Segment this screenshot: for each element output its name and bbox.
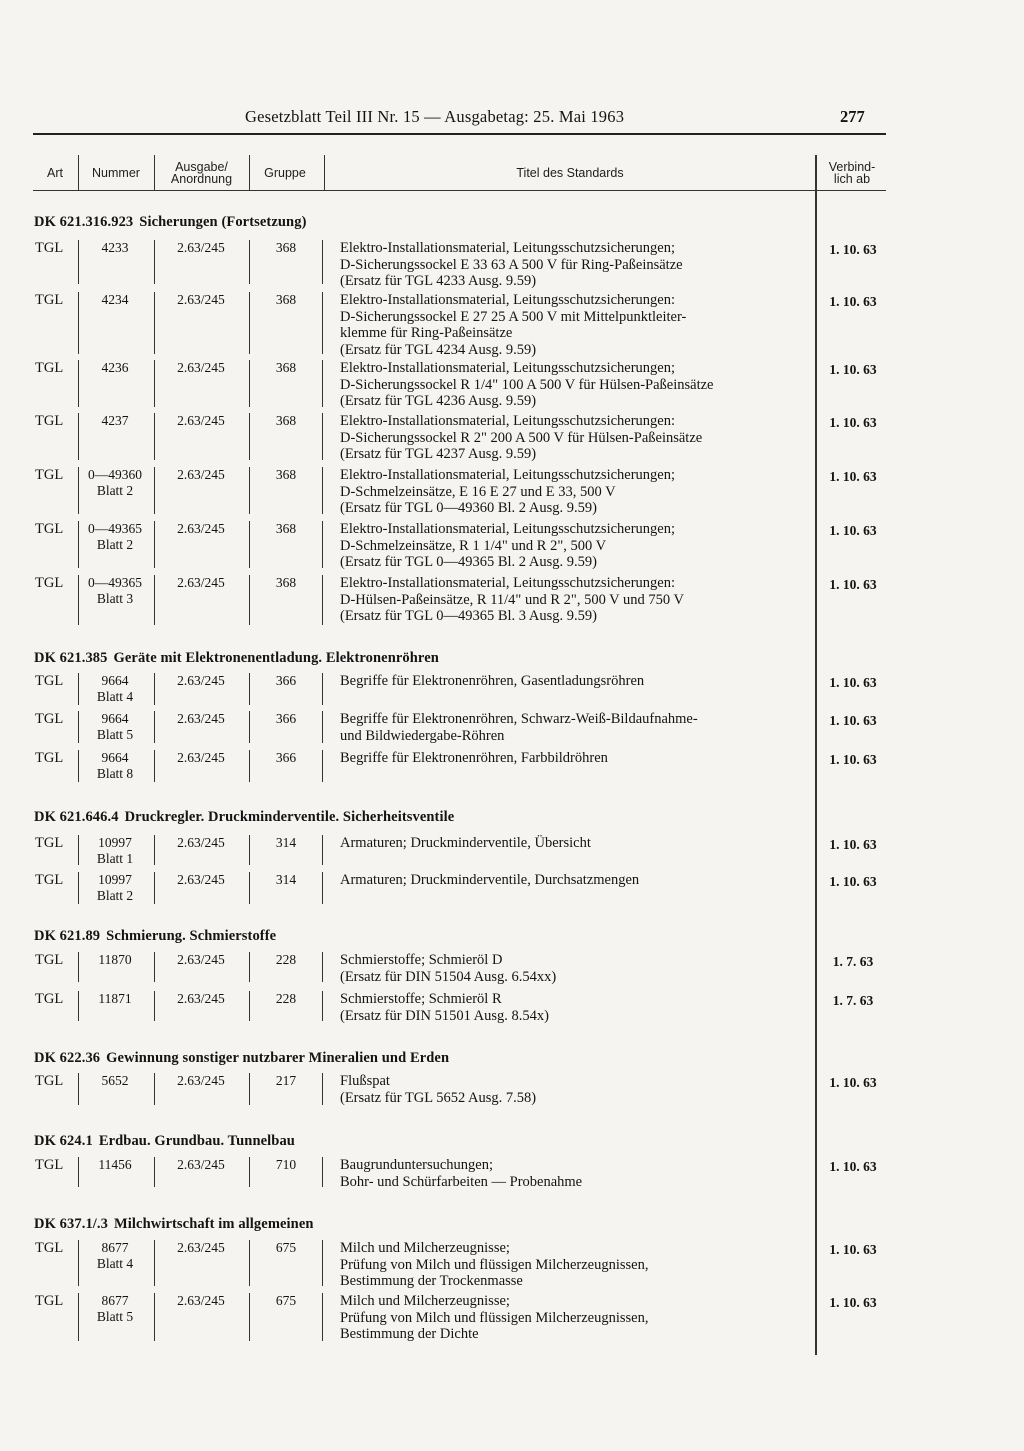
cell-ausgabe: 2.63/245	[177, 413, 225, 428]
row-divider	[154, 1293, 155, 1341]
cell-titel: Elektro-Installationsmaterial, Leitungsschutzsicherungen: D-Sicherungssockel E 27 25 A 500 V mit Mittelpunktleiter- klemme für Ring-Paßeinsätze (Ersatz für TGL 4234 Ausg. 9.59)	[340, 292, 687, 358]
row-divider	[249, 991, 250, 1021]
cell-nummer	[80, 991, 150, 1007]
row-divider	[322, 413, 323, 460]
cell-nummer-line: Blatt 1	[96, 851, 134, 866]
row-divider	[154, 1157, 155, 1187]
cell-ausgabe: 2.63/245	[177, 1073, 225, 1088]
column-header-titel: Titel des Standards	[516, 166, 624, 180]
cell-nummer-line: Blatt 3	[96, 591, 134, 606]
cell-gruppe: 228	[275, 991, 297, 1006]
row-divider	[249, 952, 250, 982]
cell-art: TGL	[35, 360, 64, 376]
row-divider	[154, 521, 155, 568]
running-head: Gesetzblatt Teil III Nr. 15 — Ausgabetag: 25. Mai 1963	[245, 107, 625, 126]
section-title: Erdbau. Grundbau. Tunnelbau	[98, 1133, 295, 1149]
row-divider	[249, 750, 250, 782]
cell-ausgabe: 2.63/245	[177, 1157, 225, 1172]
cell-gruppe: 368	[275, 292, 297, 307]
row-divider	[78, 467, 79, 514]
cell-art: TGL	[35, 240, 64, 256]
row-divider	[322, 750, 323, 782]
row-divider	[249, 467, 250, 514]
cell-nummer	[80, 750, 150, 782]
cell-nummer-line: 9664	[101, 711, 129, 726]
cell-gruppe: 675	[275, 1293, 297, 1308]
cell-verbindlich: 1. 7. 63	[832, 954, 874, 969]
row-divider	[322, 952, 323, 982]
row-divider	[154, 991, 155, 1021]
column-header-ausgabe	[155, 155, 248, 191]
column-divider-date	[815, 155, 817, 1355]
cell-nummer	[80, 413, 150, 429]
cell-ausgabe: 2.63/245	[177, 521, 225, 536]
section-heading	[34, 650, 439, 667]
cell-art: TGL	[35, 952, 64, 968]
row-divider	[322, 835, 323, 865]
cell-gruppe: 366	[275, 711, 297, 726]
column-header-verbindlich-line1: Verbind-	[828, 160, 876, 174]
cell-ausgabe: 2.63/245	[177, 1293, 225, 1308]
cell-ausgabe: 2.63/245	[177, 575, 225, 590]
section-title: Geräte mit Elektronenentladung. Elektronenröhren	[113, 650, 439, 666]
cell-verbindlich: 1. 10. 63	[829, 469, 877, 484]
cell-ausgabe: 2.63/245	[177, 835, 225, 850]
row-divider	[78, 750, 79, 782]
section-title: Druckregler. Druckminderventile. Sicherheitsventile	[124, 809, 455, 825]
cell-art: TGL	[35, 750, 64, 766]
row-divider	[322, 673, 323, 705]
cell-titel: Milch und Milcherzeugnisse; Prüfung von Milch und flüssigen Milcherzeugnissen, Bestimmung der Trockenmasse	[340, 1240, 649, 1289]
cell-ausgabe: 2.63/245	[177, 467, 225, 482]
cell-nummer-line: Blatt 5	[96, 727, 134, 742]
cell-verbindlich: 1. 7. 63	[832, 993, 874, 1008]
row-divider	[249, 292, 250, 354]
cell-verbindlich: 1. 10. 63	[829, 362, 877, 377]
cell-nummer-line: Blatt 8	[96, 766, 134, 781]
cell-verbindlich: 1. 10. 63	[829, 415, 877, 430]
row-divider	[154, 952, 155, 982]
cell-nummer	[80, 1073, 150, 1089]
row-divider	[78, 673, 79, 705]
row-divider	[78, 292, 79, 354]
row-divider	[154, 575, 155, 625]
row-divider	[78, 1293, 79, 1341]
section-heading	[34, 809, 454, 826]
cell-verbindlich: 1. 10. 63	[829, 837, 877, 852]
row-divider	[154, 1073, 155, 1105]
row-divider	[249, 575, 250, 625]
cell-titel: Begriffe für Elektronenröhren, Gasentladungsröhren	[340, 673, 645, 689]
section-code: DK 621.385	[34, 650, 108, 666]
cell-ausgabe: 2.63/245	[177, 240, 225, 255]
cell-titel: Armaturen; Druckminderventile, Durchsatzmengen	[340, 872, 640, 888]
row-divider	[154, 872, 155, 904]
row-divider	[154, 413, 155, 460]
column-divider	[249, 155, 250, 191]
row-divider	[322, 711, 323, 743]
row-divider	[78, 521, 79, 568]
section-title: Milchwirtschaft im allgemeinen	[114, 1216, 314, 1232]
cell-nummer-line: 9664	[101, 750, 129, 765]
cell-gruppe: 228	[275, 952, 297, 967]
cell-titel: Elektro-Installationsmaterial, Leitungsschutzsicherungen; D-Schmelzeinsätze, E 16 E 27 und E 33, 500 V (Ersatz für TGL 0—49360 Bl. 2 Ausg. 9.59)	[340, 467, 676, 516]
cell-nummer-line: 10997	[98, 835, 132, 850]
cell-ausgabe: 2.63/245	[177, 952, 225, 967]
cell-titel: Armaturen; Druckminderventile, Übersicht	[340, 835, 591, 851]
row-divider	[78, 711, 79, 743]
cell-verbindlich: 1. 10. 63	[829, 577, 877, 592]
cell-gruppe: 368	[275, 360, 297, 375]
row-divider	[322, 1073, 323, 1105]
cell-nummer-line: Blatt 5	[96, 1309, 134, 1324]
cell-nummer-line: 4237	[101, 413, 129, 428]
cell-art: TGL	[35, 835, 64, 851]
section-code: DK 621.646.4	[34, 809, 119, 825]
row-divider	[249, 1073, 250, 1105]
column-divider	[324, 155, 325, 191]
cell-titel: Milch und Milcherzeugnisse; Prüfung von Milch und flüssigen Milcherzeugnissen, Bestimmung der Dichte	[340, 1293, 649, 1342]
column-header-verbindlich-line2: lich ab	[833, 172, 871, 186]
cell-nummer-line: 0—49360	[88, 467, 142, 482]
cell-nummer-line: Blatt 4	[96, 1256, 134, 1271]
cell-art: TGL	[35, 872, 64, 888]
cell-nummer	[80, 292, 150, 308]
cell-verbindlich: 1. 10. 63	[829, 523, 877, 538]
row-divider	[249, 835, 250, 865]
row-divider	[322, 360, 323, 407]
cell-gruppe: 314	[275, 872, 297, 887]
cell-nummer-line: 10997	[98, 872, 132, 887]
row-divider	[322, 1240, 323, 1286]
cell-gruppe: 368	[275, 413, 297, 428]
cell-nummer	[80, 835, 150, 867]
column-divider	[154, 155, 155, 191]
cell-nummer	[80, 711, 150, 743]
column-header-art: Art	[47, 166, 63, 180]
cell-titel: Elektro-Installationsmaterial, Leitungsschutzsicherungen; D-Sicherungssockel R 1/4" 100 A 500 V für Hülsen-Paßeinsätze (Ersatz für TGL 4236 Ausg. 9.59)	[340, 360, 714, 409]
cell-nummer	[80, 360, 150, 376]
cell-gruppe: 368	[275, 467, 297, 482]
section-heading	[34, 1216, 314, 1233]
section-title: Schmierung. Schmierstoffe	[106, 928, 277, 944]
cell-titel: Schmierstoffe; Schmieröl R (Ersatz für DIN 51501 Ausg. 8.54x)	[340, 991, 550, 1024]
cell-nummer-line: 4236	[101, 360, 129, 375]
cell-titel: Elektro-Installationsmaterial, Leitungsschutzsicherungen; D-Sicherungssockel E 33 63 A 500 V für Ring-Paßeinsätze (Ersatz für TGL 4233 Ausg. 9.59)	[340, 240, 683, 289]
row-divider	[154, 360, 155, 407]
cell-gruppe: 314	[275, 835, 297, 850]
section-code: DK 621.89	[34, 928, 101, 944]
header-rule	[33, 133, 886, 135]
cell-gruppe: 366	[275, 673, 297, 688]
cell-nummer	[80, 1293, 150, 1325]
section-heading	[34, 1050, 449, 1067]
cell-verbindlich: 1. 10. 63	[829, 1242, 877, 1257]
row-divider	[154, 292, 155, 354]
cell-nummer	[80, 952, 150, 968]
cell-verbindlich: 1. 10. 63	[829, 1075, 877, 1090]
cell-nummer-line: Blatt 2	[96, 483, 134, 498]
cell-nummer	[80, 872, 150, 904]
cell-ausgabe: 2.63/245	[177, 673, 225, 688]
section-title: Sicherungen (Fortsetzung)	[139, 214, 307, 230]
cell-nummer-line: 11871	[98, 991, 132, 1006]
section-code: DK 622.36	[34, 1050, 101, 1066]
row-divider	[322, 575, 323, 625]
row-divider	[78, 835, 79, 865]
row-divider	[249, 1157, 250, 1187]
row-divider	[154, 711, 155, 743]
row-divider	[154, 467, 155, 514]
cell-verbindlich: 1. 10. 63	[829, 242, 877, 257]
cell-verbindlich: 1. 10. 63	[829, 752, 877, 767]
cell-ausgabe: 2.63/245	[177, 711, 225, 726]
row-divider	[78, 1073, 79, 1105]
row-divider	[322, 240, 323, 284]
cell-nummer-line: 8677	[101, 1293, 129, 1308]
cell-titel: Begriffe für Elektronenröhren, Farbbildröhren	[340, 750, 608, 766]
cell-nummer	[80, 575, 150, 607]
cell-nummer-line: Blatt 4	[96, 689, 134, 704]
section-heading	[34, 928, 276, 945]
cell-art: TGL	[35, 575, 64, 591]
column-header-verbindlich	[818, 155, 886, 191]
cell-ausgabe: 2.63/245	[177, 360, 225, 375]
cell-verbindlich: 1. 10. 63	[829, 675, 877, 690]
cell-ausgabe: 2.63/245	[177, 292, 225, 307]
cell-nummer	[80, 467, 150, 499]
cell-nummer-line: 9664	[101, 673, 129, 688]
cell-nummer	[80, 240, 150, 256]
cell-verbindlich: 1. 10. 63	[829, 294, 877, 309]
cell-titel: Flußspat (Ersatz für TGL 5652 Ausg. 7.58)	[340, 1073, 537, 1106]
row-divider	[249, 711, 250, 743]
row-divider	[154, 673, 155, 705]
cell-gruppe: 710	[275, 1157, 297, 1172]
row-divider	[322, 991, 323, 1021]
cell-art: TGL	[35, 521, 64, 537]
cell-gruppe: 368	[275, 575, 297, 590]
cell-art: TGL	[35, 467, 64, 483]
column-header-gruppe: Gruppe	[264, 166, 306, 180]
cell-nummer-line: 11456	[98, 1157, 132, 1172]
cell-art: TGL	[35, 991, 64, 1007]
cell-verbindlich: 1. 10. 63	[829, 1159, 877, 1174]
row-divider	[249, 521, 250, 568]
column-header-nummer: Nummer	[92, 166, 140, 180]
cell-nummer	[80, 521, 150, 553]
row-divider	[322, 1157, 323, 1187]
row-divider	[322, 467, 323, 514]
table-header-rule	[33, 190, 886, 191]
cell-nummer	[80, 673, 150, 705]
cell-nummer	[80, 1157, 150, 1173]
column-header-ausgabe-line1: Ausgabe/	[175, 160, 228, 174]
cell-gruppe: 217	[275, 1073, 297, 1088]
row-divider	[154, 835, 155, 865]
cell-titel: Begriffe für Elektronenröhren, Schwarz-Weiß-Bildaufnahme- und Bildwiedergabe-Röhren	[340, 711, 698, 744]
cell-art: TGL	[35, 292, 64, 308]
cell-nummer-line: 4233	[101, 240, 129, 255]
row-divider	[78, 952, 79, 982]
cell-art: TGL	[35, 673, 64, 689]
cell-titel: Elektro-Installationsmaterial, Leitungsschutzsicherungen: D-Hülsen-Paßeinsätze, R 11/4" und R 2", 500 V und 750 V (Ersatz für TGL 0—49365 Bl. 3 Ausg. 9.59)	[340, 575, 684, 624]
cell-ausgabe: 2.63/245	[177, 991, 225, 1006]
cell-verbindlich: 1. 10. 63	[829, 713, 877, 728]
cell-gruppe: 675	[275, 1240, 297, 1255]
cell-nummer-line: 0—49365	[88, 521, 142, 536]
row-divider	[78, 1240, 79, 1286]
cell-ausgabe: 2.63/245	[177, 872, 225, 887]
row-divider	[322, 521, 323, 568]
row-divider	[78, 1157, 79, 1187]
cell-art: TGL	[35, 1157, 64, 1173]
row-divider	[249, 240, 250, 284]
section-heading	[34, 214, 307, 231]
row-divider	[249, 413, 250, 460]
row-divider	[78, 991, 79, 1021]
section-code: DK 621.316.923	[34, 214, 134, 230]
section-title: Gewinnung sonstiger nutzbarer Mineralien und Erden	[106, 1050, 450, 1066]
row-divider	[249, 673, 250, 705]
row-divider	[78, 360, 79, 407]
row-divider	[249, 1293, 250, 1341]
row-divider	[78, 240, 79, 284]
cell-titel: Schmierstoffe; Schmieröl D (Ersatz für DIN 51504 Ausg. 6.54xx)	[340, 952, 557, 985]
cell-ausgabe: 2.63/245	[177, 750, 225, 765]
row-divider	[322, 292, 323, 354]
cell-gruppe: 368	[275, 240, 297, 255]
section-code: DK 637.1/.3	[34, 1216, 109, 1232]
cell-titel: Elektro-Installationsmaterial, Leitungsschutzsicherungen: D-Sicherungssockel R 2" 200 A 500 V für Hülsen-Paßeinsätze (Ersatz für TGL 4237 Ausg. 9.59)	[340, 413, 703, 462]
cell-nummer-line: 8677	[101, 1240, 129, 1255]
section-code: DK 624.1	[34, 1133, 93, 1149]
cell-art: TGL	[35, 1073, 64, 1089]
cell-titel: Elektro-Installationsmaterial, Leitungsschutzsicherungen; D-Schmelzeinsätze, R 1 1/4" und R 2", 500 V (Ersatz für TGL 0—49365 Bl. 2 Ausg. 9.59)	[340, 521, 676, 570]
cell-nummer-line: 4234	[101, 292, 129, 307]
cell-art: TGL	[35, 1293, 64, 1309]
cell-nummer-line: Blatt 2	[96, 888, 134, 903]
cell-art: TGL	[35, 413, 64, 429]
cell-ausgabe: 2.63/245	[177, 1240, 225, 1255]
cell-titel: Baugrunduntersuchungen; Bohr- und Schürfarbeiten — Probenahme	[340, 1157, 583, 1190]
cell-nummer-line: 5652	[101, 1073, 129, 1088]
cell-nummer-line: 11870	[98, 952, 132, 967]
row-divider	[78, 872, 79, 904]
row-divider	[154, 750, 155, 782]
cell-nummer-line: 0—49365	[88, 575, 142, 590]
row-divider	[322, 1293, 323, 1341]
row-divider	[249, 872, 250, 904]
cell-gruppe: 366	[275, 750, 297, 765]
cell-gruppe: 368	[275, 521, 297, 536]
cell-art: TGL	[35, 711, 64, 727]
cell-verbindlich: 1. 10. 63	[829, 874, 877, 889]
row-divider	[249, 1240, 250, 1286]
cell-art: TGL	[35, 1240, 64, 1256]
column-divider	[78, 155, 79, 191]
row-divider	[322, 872, 323, 904]
column-header-ausgabe-line2: Anordnung	[170, 172, 233, 186]
row-divider	[154, 240, 155, 284]
section-heading	[34, 1133, 295, 1150]
row-divider	[154, 1240, 155, 1286]
row-divider	[78, 413, 79, 460]
cell-verbindlich: 1. 10. 63	[829, 1295, 877, 1310]
cell-nummer	[80, 1240, 150, 1272]
page-number: 277	[840, 107, 865, 126]
cell-nummer-line: Blatt 2	[96, 537, 134, 552]
row-divider	[249, 360, 250, 407]
row-divider	[78, 575, 79, 625]
